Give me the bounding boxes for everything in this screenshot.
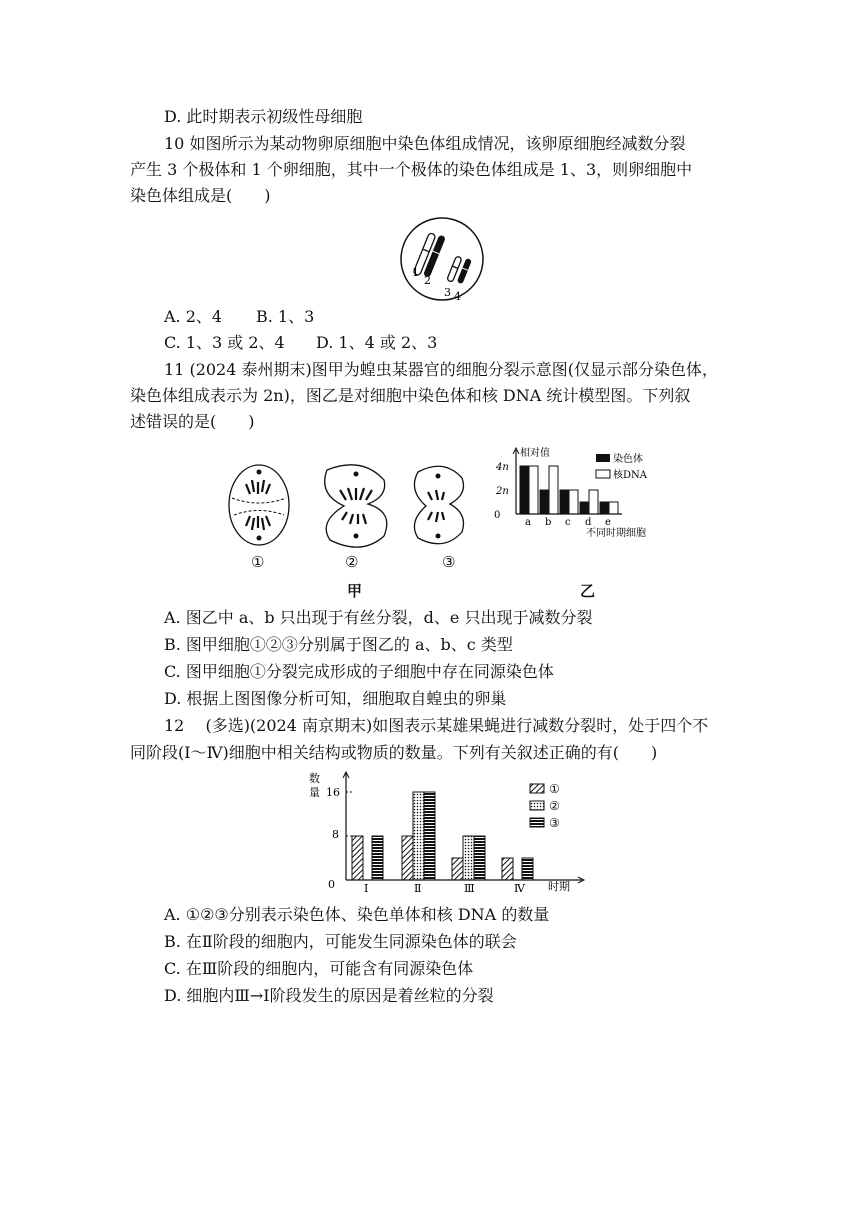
c12-bar-4-series-3 xyxy=(522,858,533,880)
yi-bar-b-dna xyxy=(549,466,558,514)
cell-3 xyxy=(414,466,463,544)
c12-bar-2-series-3 xyxy=(424,792,435,880)
chrom-label-1: 1 xyxy=(412,266,419,279)
yi-xtick-a: a xyxy=(525,517,531,528)
q10-stem-line2: 产生 3 个极体和 1 个卵细胞，其中一个极体的染色体组成是 1、3，则卵细胞中 xyxy=(130,160,693,179)
yi-ylabel: 相对值 xyxy=(520,448,550,459)
cell-label-3: ③ xyxy=(442,553,456,571)
c12-bar-1-series-1 xyxy=(352,836,363,880)
yi-bar-a-dna xyxy=(529,466,538,514)
c12-xtick-4: Ⅳ xyxy=(514,882,525,895)
q10-stem-line1: 10 如图所示为某动物卵原细胞中染色体组成情况，该卵原细胞经减数分裂 xyxy=(164,134,686,153)
figure-label-jia: 甲 xyxy=(347,582,363,600)
q9-option-d: D. 此时期表示初级性母细胞 xyxy=(164,107,363,126)
yi-bar-a-chromosome xyxy=(520,466,529,514)
q11-option-c: C. 图甲细胞①分裂完成形成的子细胞中存在同源染色体 xyxy=(164,662,554,681)
yi-bar-b-chromosome xyxy=(540,490,549,514)
q10-option-a: A. 2、4 xyxy=(164,307,223,326)
yi-bar-d-dna xyxy=(589,490,598,514)
c12-bar-3-series-2 xyxy=(463,836,474,880)
c12-xtick-3: Ⅲ xyxy=(464,882,475,895)
c12-ylabel-top: 数 xyxy=(309,772,320,785)
q11-bar-chart-yi xyxy=(492,444,678,544)
c12-bar-1-series-3 xyxy=(372,836,383,880)
cell-2 xyxy=(325,465,387,547)
c12-legend-2: ② xyxy=(549,799,560,813)
yi-xtick-b: b xyxy=(545,517,552,528)
c12-legend-1: ① xyxy=(549,782,560,796)
q12-option-a: A. ①②③分别表示染色体、染色单体和核 DNA 的数量 xyxy=(164,905,550,924)
q11-stem-line3: 述错误的是( ) xyxy=(130,412,255,431)
q11-option-d: D. 根据上图图像分析可知，细胞取自蝗虫的卵巢 xyxy=(164,689,507,708)
q10-oocyte-figure xyxy=(398,214,488,304)
yi-bar-d-chromosome xyxy=(580,502,589,514)
c12-legend-3: ③ xyxy=(549,816,560,830)
c12-ytick-0: 0 xyxy=(328,878,335,891)
q12-bar-chart xyxy=(296,766,606,902)
c12-legend-swatch-3 xyxy=(530,818,544,827)
yi-ytick-2n: 2n xyxy=(496,486,509,497)
c12-ylabel-bottom: 量 xyxy=(309,786,320,799)
yi-legend-chromosome: 染色体 xyxy=(613,454,643,465)
c12-bar-3-series-1 xyxy=(452,858,463,880)
c12-bar-3-series-3 xyxy=(474,836,485,880)
figure-label-yi: 乙 xyxy=(580,582,596,600)
q12-option-d: D. 细胞内Ⅲ→Ⅰ阶段发生的原因是着丝粒的分裂 xyxy=(164,986,494,1005)
q11-stem-line2: 染色体组成表示为 2n)，图乙是对细胞中染色体和核 DNA 统计模型图。下列叙 xyxy=(130,386,691,405)
c12-xtick-2: Ⅱ xyxy=(414,882,422,895)
q11-cell-figure-jia xyxy=(222,460,472,550)
c12-bar-4-series-1 xyxy=(502,858,513,880)
q12-stem-line1: 12 (多选)(2024 南京期末)如图表示某雄果蝇进行减数分裂时，处于四个不 xyxy=(164,716,709,735)
q10-option-d: D. 1、4 或 2、3 xyxy=(316,333,438,352)
c12-bar-2-series-2 xyxy=(413,792,424,880)
c12-xtick-1: Ⅰ xyxy=(364,882,369,895)
q10-option-b: B. 1、3 xyxy=(256,307,315,326)
yi-xtick-c: c xyxy=(565,517,571,528)
c12-ytick-8: 8 xyxy=(332,828,339,841)
q10-stem-line3: 染色体组成是( ) xyxy=(130,186,271,205)
yi-bar-e-chromosome xyxy=(600,502,609,514)
q12-stem-line2: 同阶段(Ⅰ～Ⅳ)细胞中相关结构或物质的数量。下列有关叙述正确的有( ) xyxy=(130,743,658,762)
q11-stem-line1: 11 (2024 泰州期末)图甲为蝗虫某器官的细胞分裂示意图(仅显示部分染色体， xyxy=(164,360,718,379)
yi-bar-c-dna xyxy=(569,490,578,514)
yi-legend-swatch-dna xyxy=(596,470,610,478)
yi-xtick-d: d xyxy=(585,517,592,528)
yi-bar-e-dna xyxy=(609,502,618,514)
cell-1 xyxy=(229,465,289,545)
q12-option-c: C. 在Ⅲ阶段的细胞内，可能含有同源染色体 xyxy=(164,959,474,978)
q11-option-a: A. 图乙中 a、b 只出现于有丝分裂，d、e 只出现于减数分裂 xyxy=(164,608,593,627)
chrom-label-4: 4 xyxy=(454,290,461,303)
yi-ytick-4n: 4n xyxy=(496,462,509,473)
yi-bar-c-chromosome xyxy=(560,490,569,514)
q10-option-c: C. 1、3 或 2、4 xyxy=(164,333,285,352)
c12-legend-swatch-1 xyxy=(530,784,544,793)
cell-label-2: ② xyxy=(345,553,359,571)
c12-ytick-16: 16 xyxy=(326,786,340,799)
c12-xlabel: 时期 xyxy=(548,880,570,893)
yi-legend-dna: 核DNA xyxy=(613,470,647,481)
q11-option-b: B. 图甲细胞①②③分别属于图乙的 a、b、c 类型 xyxy=(164,635,513,654)
yi-ytick-0: 0 xyxy=(494,510,501,521)
c12-legend-swatch-2 xyxy=(530,801,544,810)
q12-option-b: B. 在Ⅱ阶段的细胞内，可能发生同源染色体的联会 xyxy=(164,932,517,951)
chrom-label-2: 2 xyxy=(424,274,431,287)
cell-label-1: ① xyxy=(251,553,265,571)
chrom-label-3: 3 xyxy=(444,286,451,299)
yi-xtick-e: e xyxy=(605,517,611,528)
yi-legend-swatch-chromosome xyxy=(596,454,610,462)
yi-xlabel: 不同时期细胞 xyxy=(586,528,646,539)
c12-bar-2-series-1 xyxy=(402,836,413,880)
